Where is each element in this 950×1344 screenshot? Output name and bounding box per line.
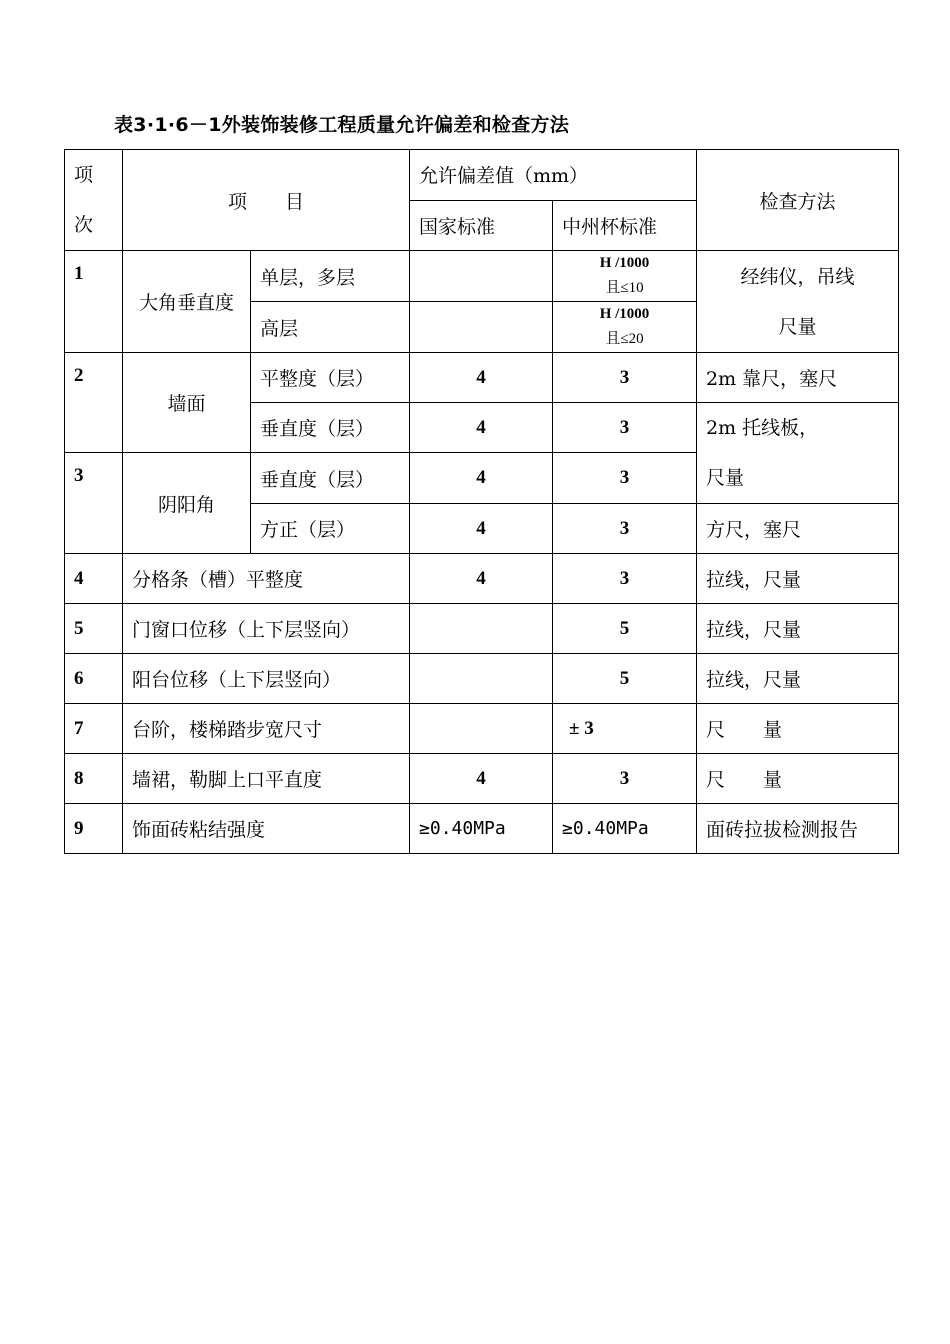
national-value: 4 (410, 554, 553, 604)
row-subitem: 高层 (251, 302, 410, 353)
row-subitem: 垂直度（层） (251, 403, 410, 453)
row-number: 4 (65, 554, 123, 604)
zhongzhou-value: 5 (553, 654, 697, 704)
table-row (65, 604, 899, 654)
row-number: 3 (65, 453, 123, 554)
national-value (410, 302, 553, 353)
row-item: 墙裙，勒脚上口平直度 (123, 754, 410, 804)
header-zhongzhou: 中州杯标准 (553, 200, 697, 251)
national-value: 4 (410, 403, 553, 453)
national-value: 4 (410, 504, 553, 554)
zhongzhou-value (553, 302, 697, 353)
zhongzhou-value: ≥0.40MPa (553, 804, 697, 854)
check-method-line2: 尺量 (778, 315, 817, 338)
zhongzhou-value: 3 (553, 754, 697, 804)
table-row (65, 554, 899, 604)
header-no (65, 150, 123, 251)
national-value (410, 604, 553, 654)
row-group: 墙面 (123, 353, 251, 453)
row-group: 阴阳角 (123, 453, 251, 554)
check-method: 拉线，尺量 (697, 604, 899, 654)
row-item: 分格条（槽）平整度 (123, 554, 410, 604)
row-number: 2 (65, 353, 123, 453)
zhongzhou-value (553, 251, 697, 302)
check-method-line2: 尺量 (706, 467, 745, 489)
check-method (697, 251, 899, 353)
table-row (65, 654, 899, 704)
header-no-line1: 项 (74, 164, 94, 186)
zhongzhou-value-line1: H /1000 (599, 255, 650, 271)
row-subitem: 单层，多层 (251, 251, 410, 302)
row-number: 7 (65, 704, 123, 754)
zhongzhou-value: ± 3 (553, 704, 697, 754)
row-number: 6 (65, 654, 123, 704)
table-row (65, 804, 899, 854)
zhongzhou-value: 5 (553, 604, 697, 654)
check-method: 尺 量 (697, 754, 899, 804)
row-number: 8 (65, 754, 123, 804)
row-subitem: 平整度（层） (251, 353, 410, 403)
table-row (65, 251, 899, 302)
national-value: 4 (410, 754, 553, 804)
national-value: ≥0.40MPa (410, 804, 553, 854)
check-method: 方尺，塞尺 (697, 504, 899, 554)
row-group: 大角垂直度 (123, 251, 251, 353)
zhongzhou-value-line2: 且≤10 (605, 280, 644, 296)
row-item: 阳台位移（上下层竖向） (123, 654, 410, 704)
row-subitem: 垂直度（层） (251, 453, 410, 504)
zhongzhou-value: 3 (553, 453, 697, 504)
national-value (410, 704, 553, 754)
check-method: 2m 靠尺，塞尺 (697, 353, 899, 403)
zhongzhou-value: 3 (553, 403, 697, 453)
check-method (697, 403, 899, 504)
row-subitem: 方正（层） (251, 504, 410, 554)
national-value (410, 654, 553, 704)
row-item: 门窗口位移（上下层竖向） (123, 604, 410, 654)
row-item: 台阶，楼梯踏步宽尺寸 (123, 704, 410, 754)
national-value: 4 (410, 453, 553, 504)
check-method: 面砖拉拔检测报告 (697, 804, 899, 854)
zhongzhou-value: 3 (553, 554, 697, 604)
header-method: 检查方法 (697, 150, 899, 251)
check-method: 尺 量 (697, 704, 899, 754)
header-tolerance: 允许偏差值（mm） (410, 150, 697, 201)
row-item: 饰面砖粘结强度 (123, 804, 410, 854)
quality-tolerance-table (64, 149, 899, 854)
zhongzhou-value: 3 (553, 504, 697, 554)
zhongzhou-value-line2: 且≤20 (605, 331, 644, 347)
table-row (65, 754, 899, 804)
header-row (65, 150, 899, 201)
header-item: 项 目 (123, 150, 410, 251)
header-no-line2: 次 (74, 214, 94, 236)
check-method-line1: 2m 托线板， (706, 417, 819, 439)
row-number: 5 (65, 604, 123, 654)
row-number: 9 (65, 804, 123, 854)
check-method: 拉线，尺量 (697, 654, 899, 704)
zhongzhou-value: 3 (553, 353, 697, 403)
row-number: 1 (65, 251, 123, 353)
table-title: 表3·1·6－1外装饰装修工程质量允许偏差和检查方法 (114, 114, 570, 136)
national-value (410, 251, 553, 302)
national-value: 4 (410, 353, 553, 403)
check-method-line1: 经纬仪，吊线 (740, 265, 855, 288)
table-row (65, 704, 899, 754)
header-national: 国家标准 (410, 200, 553, 251)
table-row (65, 353, 899, 403)
zhongzhou-value-line1: H /1000 (599, 306, 650, 322)
check-method: 拉线，尺量 (697, 554, 899, 604)
